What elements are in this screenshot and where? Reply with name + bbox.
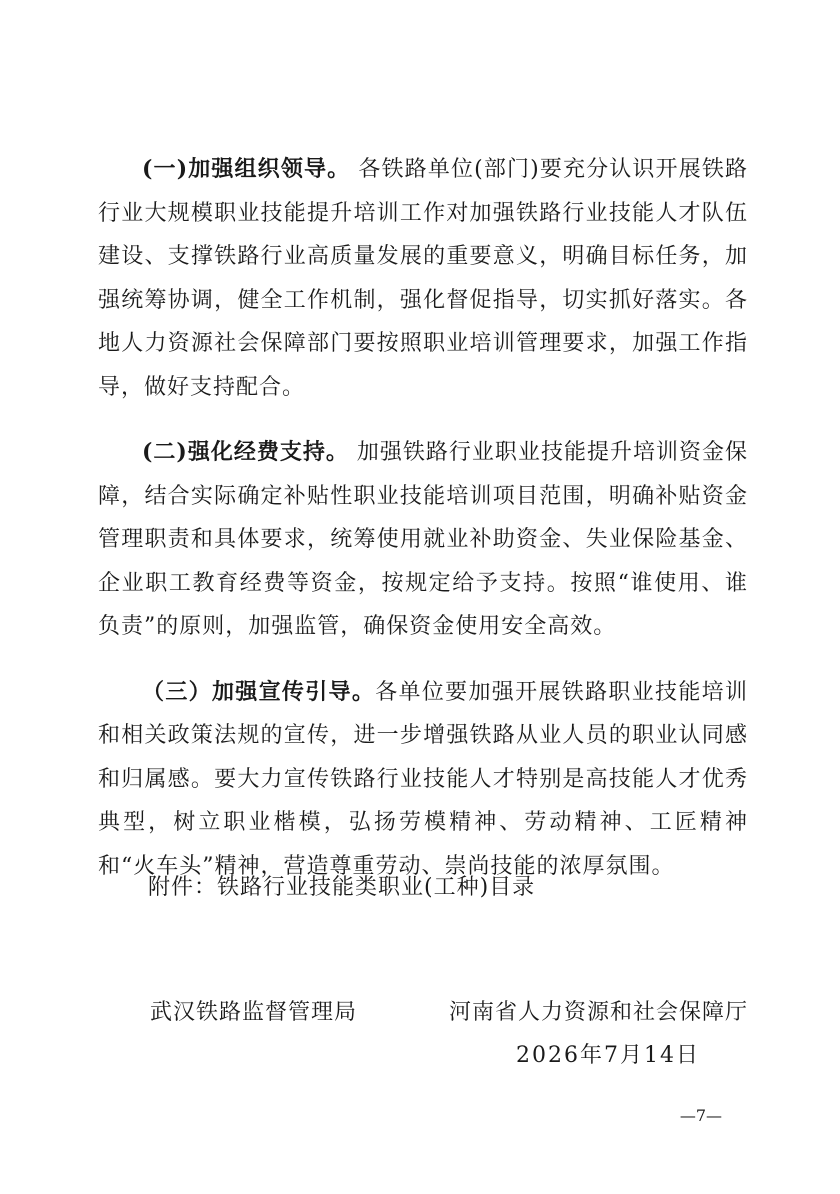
issue-date: 2026年7月14日 — [516, 1043, 700, 1068]
issuer-henan-hrss: 河南省人力资源和社会保障厅 — [448, 1000, 748, 1025]
attachment-line: 附件：铁路行业技能类职业(工种)目录 — [148, 875, 536, 900]
section-text: 各铁路单位(部门)要充分认识开展铁路行业大规模职业技能提升培训工作对加强铁路行业技能人才队伍建设、支撑铁路行业高质量发展的重要意义，明确目标任务，加强统筹协调，健全工作机制，强化督促指导，切实抓好落实。各地人力资源社会保障部门要按照职业培训管理要求，加强工作指导，做好支持配合。 — [98, 157, 748, 400]
section-heading: （三）加强宣传引导。 — [142, 678, 376, 705]
section-text: 各单位要加强开展铁路职业技能培训和相关政策法规的宣传，进一步增强铁路从业人员的职业认同感和归属感。要大力宣传铁路行业技能人才特别是高技能人才优秀典型，树立职业楷模，弘扬劳模精神、劳动精神、工匠精神和“火车头”精神，营造尊重劳动、崇尚技能的浓厚氛围。 — [98, 679, 748, 879]
section-heading: (二)强化经费支持。 — [142, 439, 349, 465]
document-body — [98, 148, 748, 888]
section-funding-support — [98, 431, 748, 649]
section-heading: (一)加强组织领导。 — [142, 156, 351, 182]
section-publicity-guidance — [98, 671, 748, 889]
issuer-wuhan-railway: 武汉铁路监督管理局 — [150, 1000, 358, 1025]
section-text: 加强铁路行业职业技能提升培训资金保障，结合实际确定补贴性职业技能培训项目范围，明确补贴资金管理职责和具体要求，统筹使用就业补助资金、失业保险基金、企业职工教育经费等资金，按规定给予支持。按照“谁使用、谁负责”的原则，加强监管，确保资金使用安全高效。 — [98, 440, 748, 639]
section-organization-leadership — [98, 148, 748, 409]
page-number: —7— — [679, 1106, 722, 1125]
